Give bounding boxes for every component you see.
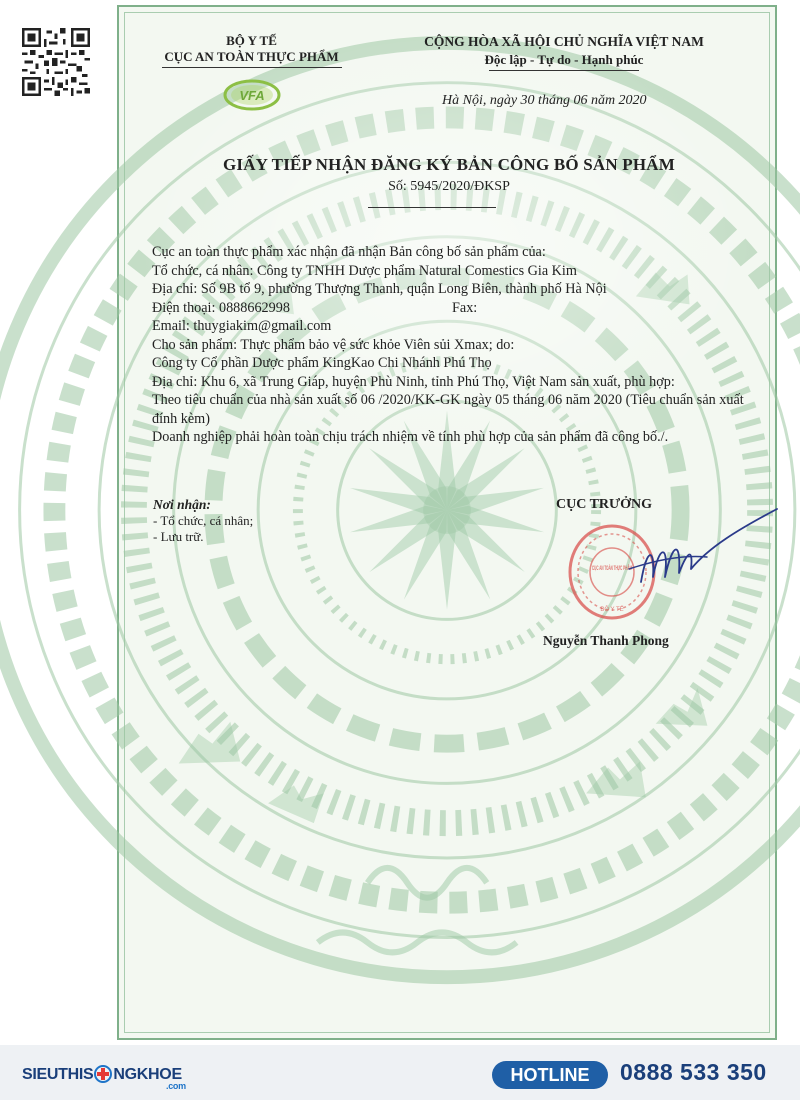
body-phone-row [152, 299, 772, 318]
body-standard: Theo tiêu chuẩn của nhà sản xuất số 06 /2020/KK-GK ngày 05 tháng 06 năm 2020 (Tiêu chuẩn sản xuất đính kèm) [152, 392, 744, 427]
header-left-rule [162, 67, 342, 68]
body-intro: Cục an toàn thực phẩm xác nhận đã nhận Bản công bố sản phẩm của: [152, 244, 546, 260]
recipients-block [153, 497, 253, 545]
hotline-number[interactable]: 0888 533 350 [620, 1059, 767, 1085]
body-manufacturer-address: Địa chỉ: Khu 6, xã Trung Giáp, huyện Phù Ninh, tỉnh Phú Thọ, Việt Nam sản xuất, phù hợp: [152, 373, 675, 390]
handwritten-signature-icon [589, 507, 779, 597]
body-manufacturer: Công ty Cổ phần Dược phẩm KingKao Chi Nhánh Phú Thọ [152, 355, 492, 371]
certificate-document [117, 5, 777, 1040]
document-title: GIẤY TIẾP NHẬN ĐĂNG KÝ BẢN CÔNG BỐ SẢN PHẨM [222, 155, 676, 174]
seal-text: CỤC AN TOÀN THỰC PHẨM [592, 565, 679, 572]
body-product: Cho sản phẩm: Thực phẩm bảo vệ sức khỏe Viên sủi Xmax; do: [152, 336, 515, 353]
recipient-item: - Lưu trữ. [153, 529, 204, 544]
body-organization: Tổ chức, cá nhân: Công ty TNHH Dược phẩm Natural Comestics Gia Kim [152, 262, 577, 279]
issue-date: Hà Nội, ngày 30 tháng 06 năm 2020 [442, 93, 647, 108]
body-phone: Điện thoại: 0888662998 [152, 299, 290, 316]
seal-ring-text: BỘ Y TẾ [600, 607, 624, 613]
qr-code [18, 28, 94, 96]
body-fax: Fax: [452, 299, 478, 316]
national-motto: Độc lập - Tự do - Hạnh phúc [484, 52, 644, 67]
recipient-item: - Tổ chức, cá nhân; [153, 513, 254, 528]
hotline-button[interactable]: HOTLINE [492, 1061, 608, 1089]
recipients-heading: Nơi nhận: [153, 497, 211, 512]
department-name: CỤC AN TOÀN THỰC PHẨM [164, 49, 339, 64]
country-name: CỘNG HÒA XÃ HỘI CHỦ NGHĨA VIỆT NAM [424, 34, 704, 49]
header-right-rule [489, 70, 639, 71]
ministry-name: BỘ Y TẾ [226, 33, 277, 48]
vfa-logo-icon [223, 79, 281, 111]
brand-suffix: NGKHOE [113, 1066, 182, 1083]
brand-prefix: SIEUTHIS [22, 1066, 94, 1083]
footer-banner [0, 1045, 800, 1100]
body-address: Địa chỉ: Số 9B tổ 9, phường Thượng Thanh, quận Long Biên, thành phố Hà Nội [152, 281, 607, 297]
body-responsibility: Doanh nghiệp phải hoàn toàn chịu trách nhiệm về tính phù hợp của sản phẩm đã công bố./. [152, 429, 669, 445]
body-email: Email: thuygiakim@gmail.com [152, 318, 332, 334]
signer-name: Nguyễn Thanh Phong [543, 633, 669, 648]
issuer-header [149, 33, 354, 68]
document-body [152, 243, 772, 447]
vfa-logo-text: VFA [239, 88, 265, 103]
signatory-title: CỤC TRƯỞNG [556, 497, 653, 512]
title-rule [368, 207, 496, 208]
national-header [384, 33, 744, 71]
brand-domain: .com [166, 1081, 186, 1091]
document-number: Số: 5945/2020/ĐKSP [388, 179, 510, 194]
medical-cross-icon [94, 1065, 112, 1083]
brand-logo[interactable] [22, 1065, 186, 1091]
